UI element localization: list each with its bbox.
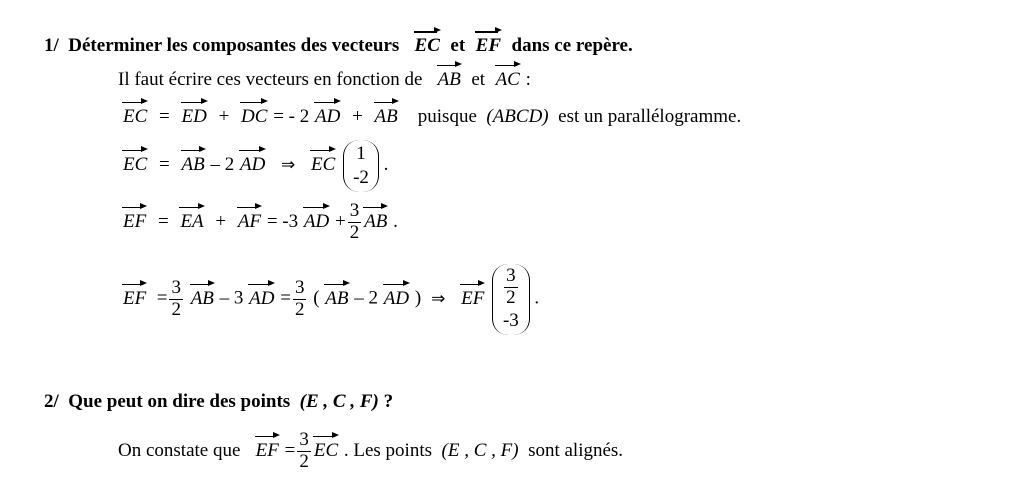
eq1-note-before: puisque: [417, 106, 477, 127]
eq4-fraction-2: [293, 278, 307, 321]
eq4-coef-2: – 2: [354, 287, 378, 309]
vector-ef: EF: [475, 35, 502, 56]
eq3-lhs: EF: [123, 210, 147, 232]
eq4-vector: EF: [461, 287, 485, 309]
vector-ec: EC: [414, 35, 440, 56]
equation-4: EF = $\frac{3}{2}$ AB – 3 AD = $\frac{3}{2}$ ( AB – 2 AD ) ⇒ EF $\frac{3}{2}$ -3 .: [122, 264, 539, 335]
question-2-number: 2/: [44, 391, 59, 412]
equation-1: EC = ED + DC = - 2 AD + AB puisque (ABCD) est un parallélogramme.: [123, 106, 742, 127]
eq3-frac-den: 2: [349, 221, 360, 243]
intro-text: Il faut écrire ces vecteurs en fonction de: [118, 69, 423, 90]
eq4-component-y: -3: [502, 309, 519, 331]
conclusion-rhs: EC: [313, 439, 339, 461]
intro-colon: :: [525, 69, 531, 90]
vector-ac: AC: [495, 69, 520, 90]
eq4-frac1-den: 2: [171, 298, 181, 320]
eq4-term-1: AB: [190, 287, 214, 309]
eq4-coef-1: – 3: [219, 287, 244, 309]
eq4-components: [492, 264, 530, 335]
question-2-text: Que peut on dire des points: [68, 391, 291, 412]
eq4-frac1-num: 3: [171, 276, 181, 298]
concl-frac-num: 3: [299, 429, 309, 450]
eq1-lhs: EC: [123, 106, 148, 127]
conclusion-line: On constate que EF = $\frac{3}{2}$ EC . Les points (E , C , F) sont alignés.: [118, 429, 624, 472]
eq3-fraction: [348, 201, 362, 244]
eq1-term-1: ED: [181, 106, 207, 127]
question-1-heading: [44, 30, 633, 55]
eq2-lhs: EC: [123, 154, 148, 176]
eq3-frac-num: 3: [349, 200, 360, 221]
eq4-lhs: EF: [123, 287, 147, 309]
implies-symbol-2: ⇒: [431, 288, 446, 309]
question-2-heading: [44, 392, 393, 411]
eq1-term-3: AD: [315, 106, 341, 127]
concl-frac-den: 2: [299, 450, 309, 472]
question-1-text: Déterminer les composantes des vecteurs: [68, 35, 400, 56]
question-1-number: 1/: [44, 35, 59, 56]
vector-ab: AB: [437, 69, 461, 90]
equation-3: EF = EA + AF = -3 AD + $\frac{3}{2}$ AB .: [123, 200, 398, 243]
intro-line: [118, 64, 531, 89]
eq2-term-1: AB: [181, 154, 205, 176]
eq4-term-4: AD: [383, 287, 410, 309]
conclusion-text: On constate que: [118, 439, 241, 461]
eq4-component-x: [504, 266, 518, 309]
eq1-note-paren: (ABCD): [486, 106, 549, 127]
eq4-term-3: AB: [325, 287, 349, 309]
eq2-vector: EC: [311, 154, 336, 176]
eq4-frac2-den: 2: [294, 298, 305, 320]
intro-conj: et: [471, 69, 486, 90]
eq1-note-after: est un parallélogramme.: [558, 106, 742, 127]
eq3-end: .: [393, 210, 398, 232]
eq4-frac2-num: 3: [294, 276, 305, 298]
conclusion-after: . Les points: [343, 439, 433, 461]
eq3-middle: = -3: [266, 210, 299, 232]
eq2-end: .: [383, 154, 389, 176]
eq4-comp-num: 3: [506, 265, 516, 286]
eq2-term-2: AD: [239, 154, 266, 176]
eq4-fraction-1: [169, 278, 183, 321]
conclusion-lhs: EF: [255, 439, 279, 461]
eq1-term-4: AB: [374, 106, 398, 127]
eq1-term-2: DC: [241, 106, 268, 127]
eq4-comp-den: 2: [506, 286, 516, 308]
eq2-coef: – 2: [210, 154, 235, 176]
eq2-components: [343, 140, 379, 192]
question-1-text-end: dans ce repère.: [511, 35, 633, 56]
eq1-middle: = - 2: [273, 106, 310, 127]
conclusion-end: sont alignés.: [528, 439, 624, 461]
eq3-term-3: AD: [303, 210, 330, 232]
eq2-component-x: 1: [356, 143, 366, 164]
eq3-term-4: AB: [364, 210, 388, 232]
conclusion-points: (E , C , F): [441, 439, 519, 461]
eq3-term-1: EA: [180, 210, 204, 232]
conjunction: et: [450, 35, 466, 56]
equation-2: EC = AB – 2 AD ⇒ EC 1 -2 .: [122, 140, 388, 192]
eq4-term-2: AD: [249, 287, 275, 309]
eq4-end: .: [534, 287, 540, 309]
conclusion-fraction: [297, 430, 311, 473]
question-2-points: (E , C , F): [299, 391, 379, 412]
eq2-component-y: -2: [353, 166, 369, 188]
eq3-term-2: AF: [237, 210, 262, 232]
question-2-qmark: ?: [383, 391, 394, 412]
implies-symbol: ⇒: [281, 155, 296, 176]
